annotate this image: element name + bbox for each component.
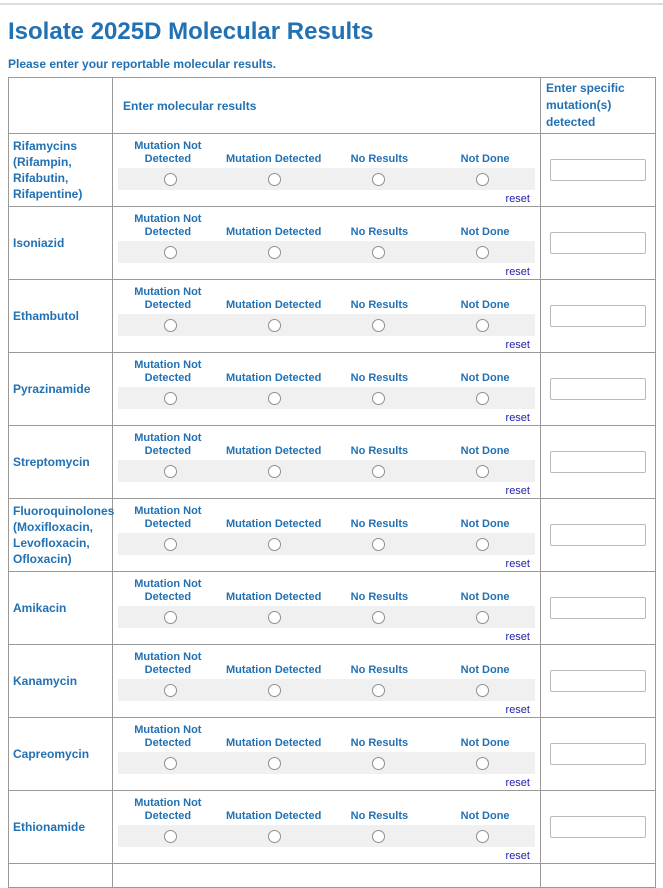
options-cell — [113, 791, 541, 864]
mutation-input-ethambutol[interactable] — [550, 305, 646, 327]
mutation-input-isoniazid[interactable] — [550, 232, 646, 254]
table-row — [9, 207, 656, 280]
option-label-mutation-not-detected: Mutation Not Detected — [134, 213, 202, 238]
option-label-mutation-not-detected: Mutation Not Detected — [134, 505, 202, 530]
radio-mutation-not-detected-kanamycin[interactable] — [164, 684, 177, 697]
radio-no-results-fluoroquinolones[interactable] — [372, 538, 385, 551]
radio-mutation-not-detected-ethambutol[interactable] — [164, 319, 177, 332]
header-results-label: Enter molecular results — [113, 78, 541, 134]
table-row — [9, 645, 656, 718]
radio-strip — [118, 825, 535, 847]
drug-label: Isoniazid — [9, 207, 113, 280]
reset-link[interactable]: reset — [505, 704, 530, 716]
options-cell — [113, 280, 541, 353]
page-subtitle: Please enter your reportable molecular results. — [8, 57, 277, 71]
radio-not-done-ethambutol[interactable] — [476, 319, 489, 332]
radio-not-done-isoniazid[interactable] — [476, 246, 489, 259]
radio-not-done-streptomycin[interactable] — [476, 465, 489, 478]
reset-link[interactable]: reset — [505, 412, 530, 424]
radio-no-results-capreomycin[interactable] — [372, 757, 385, 770]
option-label-not-done: Not Done — [460, 445, 510, 457]
mutation-input-kanamycin[interactable] — [550, 670, 646, 692]
radio-mutation-detected-rifamycins[interactable] — [268, 173, 281, 186]
mutation-input-pyrazinamide[interactable] — [550, 378, 646, 400]
option-label-mutation-not-detected: Mutation Not Detected — [134, 286, 202, 311]
option-label-mutation-detected: Mutation Detected — [225, 372, 322, 384]
radio-mutation-not-detected-amikacin[interactable] — [164, 611, 177, 624]
radio-not-done-pyrazinamide[interactable] — [476, 392, 489, 405]
drug-label: Amikacin — [9, 572, 113, 645]
table-row — [9, 280, 656, 353]
drug-label: Fluoroquinolones (Moxifloxacin, Levofloxacin, Ofloxacin) — [9, 499, 113, 572]
drug-label: Ethionamide — [9, 791, 113, 864]
radio-strip — [118, 752, 535, 774]
reset-link[interactable]: reset — [505, 485, 530, 497]
options-cell — [113, 718, 541, 791]
options-cell — [113, 426, 541, 499]
option-label-mutation-not-detected: Mutation Not Detected — [134, 578, 202, 603]
drug-label: Streptomycin — [9, 426, 113, 499]
radio-mutation-detected-fluoroquinolones[interactable] — [268, 538, 281, 551]
option-label-no-results: No Results — [350, 664, 409, 676]
option-label-mutation-not-detected: Mutation Not Detected — [134, 651, 202, 676]
radio-not-done-kanamycin[interactable] — [476, 684, 489, 697]
options-cell — [113, 134, 541, 207]
radio-no-results-rifamycins[interactable] — [372, 173, 385, 186]
mutation-input-fluoroquinolones[interactable] — [550, 524, 646, 546]
option-label-not-done: Not Done — [460, 518, 510, 530]
option-label-not-done: Not Done — [460, 591, 510, 603]
option-label-mutation-not-detected: Mutation Not Detected — [134, 140, 202, 165]
drug-label: Capreomycin — [9, 718, 113, 791]
radio-mutation-not-detected-capreomycin[interactable] — [164, 757, 177, 770]
option-label-not-done: Not Done — [460, 372, 510, 384]
reset-link[interactable]: reset — [505, 850, 530, 862]
header-blank-cell — [9, 78, 113, 134]
reset-link[interactable]: reset — [505, 193, 530, 205]
radio-strip — [118, 387, 535, 409]
table-row — [9, 426, 656, 499]
option-label-mutation-detected: Mutation Detected — [225, 810, 322, 822]
molecular-results-table — [8, 77, 656, 888]
option-label-mutation-detected: Mutation Detected — [225, 299, 322, 311]
radio-strip — [118, 168, 535, 190]
top-divider — [0, 3, 663, 5]
option-label-not-done: Not Done — [460, 810, 510, 822]
table-row — [9, 499, 656, 572]
radio-strip — [118, 679, 535, 701]
radio-mutation-not-detected-streptomycin[interactable] — [164, 465, 177, 478]
radio-strip — [118, 241, 535, 263]
reset-link[interactable]: reset — [505, 631, 530, 643]
radio-mutation-detected-ethionamide[interactable] — [268, 830, 281, 843]
option-label-not-done: Not Done — [460, 737, 510, 749]
radio-mutation-detected-isoniazid[interactable] — [268, 246, 281, 259]
table-row — [9, 572, 656, 645]
radio-mutation-detected-capreomycin[interactable] — [268, 757, 281, 770]
radio-no-results-isoniazid[interactable] — [372, 246, 385, 259]
mutation-input-ethionamide[interactable] — [550, 816, 646, 838]
radio-not-done-ethionamide[interactable] — [476, 830, 489, 843]
reset-link[interactable]: reset — [505, 339, 530, 351]
options-cell — [113, 499, 541, 572]
option-label-mutation-detected: Mutation Detected — [225, 664, 322, 676]
radio-mutation-not-detected-isoniazid[interactable] — [164, 246, 177, 259]
option-label-not-done: Not Done — [460, 299, 510, 311]
radio-no-results-ethionamide[interactable] — [372, 830, 385, 843]
option-label-mutation-detected: Mutation Detected — [225, 226, 322, 238]
options-cell — [113, 207, 541, 280]
drug-label: Kanamycin — [9, 645, 113, 718]
radio-mutation-detected-kanamycin[interactable] — [268, 684, 281, 697]
radio-not-done-capreomycin[interactable] — [476, 757, 489, 770]
option-label-mutation-detected: Mutation Detected — [225, 737, 322, 749]
option-label-mutation-detected: Mutation Detected — [225, 591, 322, 603]
option-label-mutation-not-detected: Mutation Not Detected — [134, 359, 202, 384]
header-row — [9, 78, 656, 134]
options-cell — [113, 645, 541, 718]
drug-label: Pyrazinamide — [9, 353, 113, 426]
option-label-no-results: No Results — [350, 737, 409, 749]
radio-no-results-ethambutol[interactable] — [372, 319, 385, 332]
table-row — [9, 718, 656, 791]
radio-no-results-pyrazinamide[interactable] — [372, 392, 385, 405]
option-label-not-done: Not Done — [460, 664, 510, 676]
option-label-no-results: No Results — [350, 591, 409, 603]
radio-strip — [118, 314, 535, 336]
reset-link[interactable]: reset — [505, 777, 530, 789]
option-label-no-results: No Results — [350, 226, 409, 238]
option-label-no-results: No Results — [350, 518, 409, 530]
option-label-not-done: Not Done — [460, 226, 510, 238]
radio-mutation-not-detected-pyrazinamide[interactable] — [164, 392, 177, 405]
drug-label: Ethambutol — [9, 280, 113, 353]
radio-mutation-detected-amikacin[interactable] — [268, 611, 281, 624]
option-label-mutation-detected: Mutation Detected — [225, 518, 322, 530]
option-label-mutation-not-detected: Mutation Not Detected — [134, 797, 202, 822]
radio-mutation-not-detected-rifamycins[interactable] — [164, 173, 177, 186]
radio-mutation-not-detected-fluoroquinolones[interactable] — [164, 538, 177, 551]
radio-strip — [118, 460, 535, 482]
partial-next-row — [9, 864, 656, 888]
table-row — [9, 134, 656, 207]
page-title: Isolate 2025D Molecular Results — [8, 18, 374, 45]
drug-label: Rifamycins (Rifampin, Rifabutin, Rifapentine) — [9, 134, 113, 207]
radio-mutation-detected-pyrazinamide[interactable] — [268, 392, 281, 405]
radio-strip — [118, 606, 535, 628]
option-label-mutation-not-detected: Mutation Not Detected — [134, 724, 202, 749]
option-label-no-results: No Results — [350, 299, 409, 311]
header-mutation-label: Enter specific mutation(s) detected — [541, 78, 656, 134]
options-cell — [113, 572, 541, 645]
radio-not-done-fluoroquinolones[interactable] — [476, 538, 489, 551]
radio-mutation-detected-ethambutol[interactable] — [268, 319, 281, 332]
option-label-no-results: No Results — [350, 372, 409, 384]
option-label-not-done: Not Done — [460, 153, 510, 165]
options-cell — [113, 353, 541, 426]
radio-not-done-amikacin[interactable] — [476, 611, 489, 624]
radio-mutation-detected-streptomycin[interactable] — [268, 465, 281, 478]
option-label-no-results: No Results — [350, 445, 409, 457]
reset-link[interactable]: reset — [505, 558, 530, 570]
option-label-no-results: No Results — [350, 153, 409, 165]
option-label-mutation-detected: Mutation Detected — [225, 153, 322, 165]
mutation-input-amikacin[interactable] — [550, 597, 646, 619]
radio-mutation-not-detected-ethionamide[interactable] — [164, 830, 177, 843]
radio-not-done-rifamycins[interactable] — [476, 173, 489, 186]
radio-no-results-amikacin[interactable] — [372, 611, 385, 624]
mutation-input-capreomycin[interactable] — [550, 743, 646, 765]
table-row — [9, 353, 656, 426]
reset-link[interactable]: reset — [505, 266, 530, 278]
radio-strip — [118, 533, 535, 555]
mutation-input-rifamycins[interactable] — [550, 159, 646, 181]
mutation-input-streptomycin[interactable] — [550, 451, 646, 473]
radio-no-results-kanamycin[interactable] — [372, 684, 385, 697]
option-label-mutation-detected: Mutation Detected — [225, 445, 322, 457]
option-label-mutation-not-detected: Mutation Not Detected — [134, 432, 202, 457]
radio-no-results-streptomycin[interactable] — [372, 465, 385, 478]
table-row — [9, 791, 656, 864]
option-label-no-results: No Results — [350, 810, 409, 822]
